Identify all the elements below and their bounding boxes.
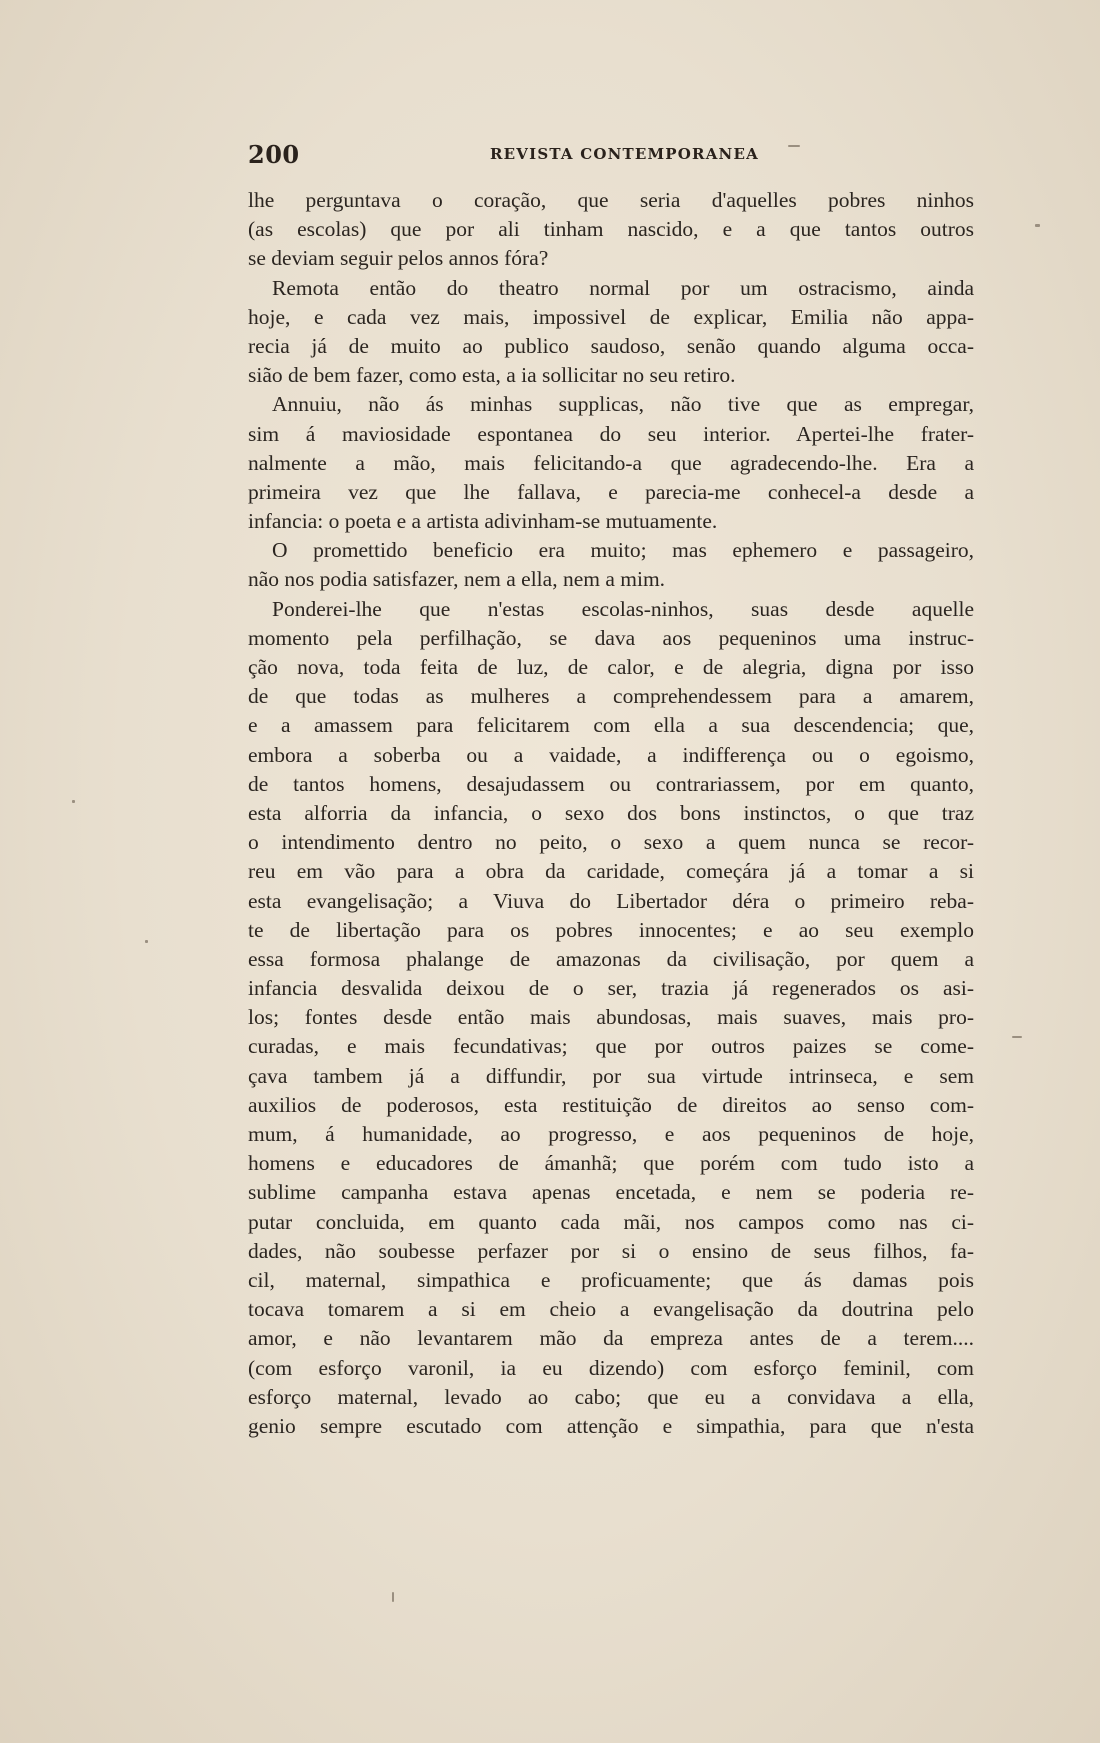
text-line: hoje, e cada vez mais, impossivel de explicar, Emilia não appa- <box>248 304 974 329</box>
paper-speck <box>1012 1036 1022 1038</box>
text-line: de tantos homens, desajudassem ou contrariassem, por em quanto, <box>248 771 974 796</box>
text-line: Remota então do theatro normal por um ostracismo, ainda <box>272 275 974 300</box>
text-line: momento pela perfilhação, se dava aos pequeninos uma instruc- <box>248 625 974 650</box>
text-line: essa formosa phalange de amazonas da civilisação, por quem a <box>248 946 974 971</box>
text-line: nalmente a mão, mais felicitando-a que agradecendo-lhe. Era a <box>248 450 974 475</box>
paper-speck <box>392 1592 394 1602</box>
text-line: dades, não soubesse perfazer por si o ensino de seus filhos, fa- <box>248 1238 974 1263</box>
text-line: (as escolas) que por ali tinham nascido, e a que tantos outros <box>248 217 974 242</box>
text-line: tocava tomarem a si em cheio a evangelisação da doutrina pelo <box>248 1297 974 1322</box>
text-line: (com esforço varonil, ia eu dizendo) com esforço feminil, com <box>248 1355 974 1380</box>
text-line: o intendimento dentro no peito, o sexo a quem nunca se recor- <box>248 830 974 855</box>
text-line: curadas, e mais fecundativas; que por outros paizes se come- <box>248 1034 974 1059</box>
text-line: infancia: o poeta e a artista adivinham-se mutuamente. <box>248 509 718 534</box>
body-text <box>248 186 974 1441</box>
text-line: genio sempre escutado com attenção e simpathia, para que n'esta <box>248 1413 974 1438</box>
text-line: amor, e não levantarem mão da empreza antes de a terem.... <box>248 1326 974 1351</box>
text-line: putar concluida, em quanto cada mãi, nos campos como nas ci- <box>248 1209 974 1234</box>
text-line: mum, á humanidade, ao progresso, e aos pequeninos de hoje, <box>248 1122 974 1146</box>
text-line: se deviam seguir pelos annos fóra? <box>248 246 549 271</box>
page-header <box>248 140 808 170</box>
paper-speck <box>788 145 800 147</box>
paper-speck <box>1035 224 1040 227</box>
text-line: sim á maviosidade espontanea do seu interior. Apertei-lhe frater- <box>248 421 974 446</box>
text-line: cil, maternal, simpathica e proficuamente; que ás damas pois <box>248 1267 974 1292</box>
text-line: de que todas as mulheres a comprehendessem para a amarem, <box>248 684 974 709</box>
text-line: recia já de muito ao publico saudoso, senão quando alguma occa- <box>248 333 974 358</box>
text-line: homens e educadores de ámanhã; que porém com tudo isto a <box>248 1151 974 1176</box>
text-line: Annuiu, não ás minhas supplicas, não tive que as empregar, <box>272 392 974 417</box>
text-line: Ponderei-lhe que n'estas escolas-ninhos, suas desde aquelle <box>272 596 974 621</box>
text-line: esta evangelisação; a Viuva do Libertador déra o primeiro reba- <box>248 888 974 913</box>
paper-speck <box>145 940 148 943</box>
running-head: REVISTA CONTEMPORANEA <box>490 145 759 163</box>
text-line: te de libertação para os pobres innocentes; e ao seu exemplo <box>248 917 974 942</box>
paper-speck <box>72 800 75 803</box>
text-line: embora a soberba ou a vaidade, a indifferença ou o egoismo, <box>248 742 974 767</box>
text-line: sião de bem fazer, como esta, a ia sollicitar no seu retiro. <box>248 363 736 388</box>
text-line: esforço maternal, levado ao cabo; que eu a convidava a ella, <box>248 1384 974 1409</box>
text-line: çava tambem já a diffundir, por sua virtude intrinseca, e sem <box>248 1063 974 1088</box>
text-line: auxilios de poderosos, esta restituição de direitos ao senso com- <box>248 1092 974 1117</box>
text-line: O promettido beneficio era muito; mas ephemero e passageiro, <box>272 538 974 563</box>
text-line: infancia desvalida deixou de o ser, trazia já regenerados os asi- <box>248 976 974 1001</box>
text-line: reu em vão para a obra da caridade, começára já a tomar a si <box>248 859 974 884</box>
text-line: lhe perguntava o coração, que seria d'aquelles pobres ninhos <box>248 188 974 212</box>
page-number: 200 <box>248 140 300 169</box>
text-line: e a amassem para felicitarem com ella a sua descendencia; que, <box>248 713 974 738</box>
text-line: primeira vez que lhe fallava, e parecia-me conhecel-a desde a <box>248 479 974 504</box>
text-line: los; fontes desde então mais abundosas, mais suaves, mais pro- <box>248 1005 974 1030</box>
text-line: não nos podia satisfazer, nem a ella, nem a mim. <box>248 567 666 592</box>
text-line: ção nova, toda feita de luz, de calor, e de alegria, digna por isso <box>248 655 974 679</box>
text-line: sublime campanha estava apenas encetada, e nem se poderia re- <box>248 1180 974 1205</box>
text-line: esta alforria da infancia, o sexo dos bons instinctos, o que traz <box>248 800 974 825</box>
